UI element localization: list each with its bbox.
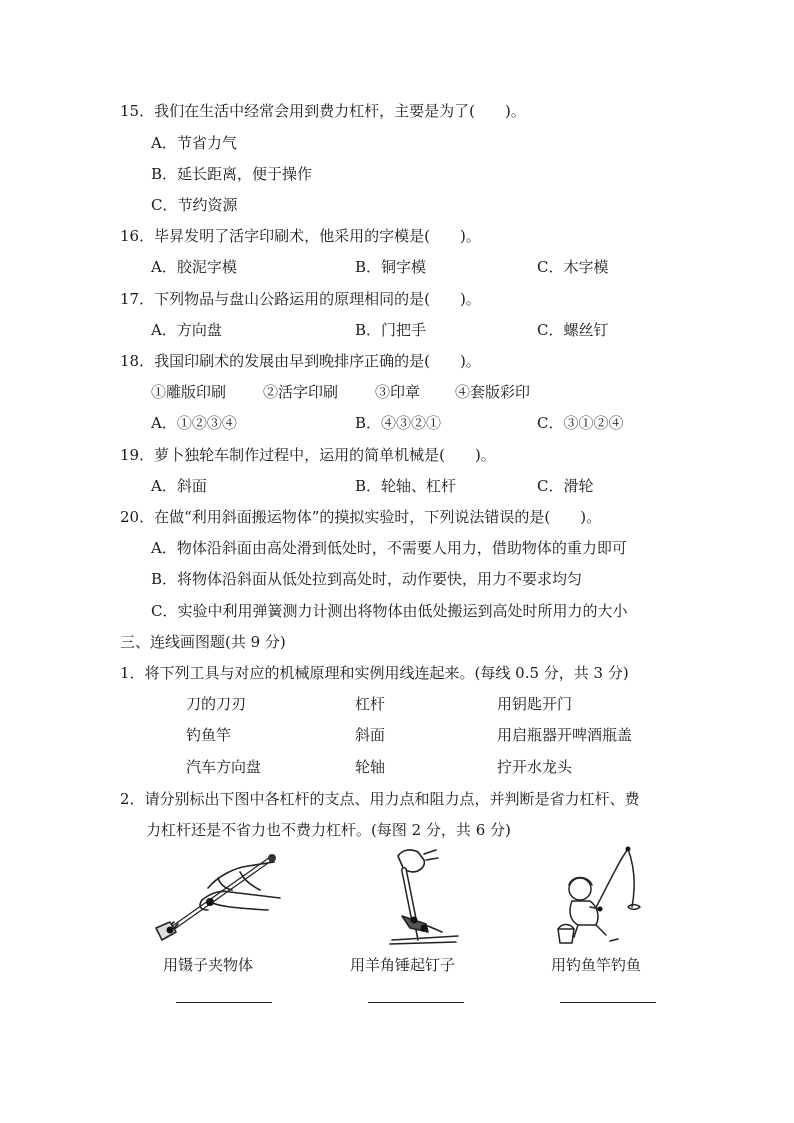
- figure-caption-hammer: 用羊角锤起钉子: [350, 956, 456, 974]
- principle-item[interactable]: 斜面: [355, 726, 386, 744]
- q18-option-a: A．①②③④: [151, 414, 237, 432]
- figure-caption-tweezers: 用镊子夹物体: [163, 956, 254, 974]
- q16-option-a: A．胶泥字模: [151, 258, 237, 276]
- q17-stem: 17．下列物品与盘山公路运用的原理相同的是( )。: [120, 290, 481, 308]
- principle-item[interactable]: 轮轴: [355, 758, 386, 776]
- q20-option-a: A．物体沿斜面由高处滑到低处时，不需要人用力，借助物体的重力即可: [151, 539, 627, 557]
- q17-option-a: A．方向盘: [151, 321, 222, 339]
- tool-item[interactable]: 汽车方向盘: [186, 758, 262, 776]
- q18-option-b: B．④③②①: [355, 414, 442, 432]
- answer-blank-fishing[interactable]: [560, 1001, 656, 1003]
- answer-blank-tweezers[interactable]: [176, 1001, 272, 1003]
- q17-option-c: C．螺丝钉: [537, 321, 609, 339]
- tool-item[interactable]: 钓鱼竿: [186, 726, 232, 744]
- tweezers-illustration[interactable]: [148, 852, 288, 944]
- q15-option-a: A．节省力气: [151, 134, 237, 152]
- example-item[interactable]: 用启瓶器开啤酒瓶盖: [497, 726, 633, 744]
- q18-item-3: ③印章: [375, 383, 421, 401]
- figure-caption-fishing: 用钓鱼竿钓鱼: [551, 956, 642, 974]
- q17-option-b: B．门把手: [355, 321, 427, 339]
- q19-option-a: A．斜面: [151, 477, 207, 495]
- q20-option-c: C．实验中利用弹簧测力计测出将物体由低处搬运到高处时所用力的大小: [151, 602, 628, 620]
- q15-option-b: B．延长距离，便于操作: [151, 165, 313, 183]
- q15-option-c: C．节约资源: [151, 196, 238, 214]
- q18-item-2: ②活字印刷: [263, 383, 339, 401]
- q19-stem: 19．萝卜独轮车制作过程中，运用的简单机械是( )。: [120, 446, 496, 464]
- q15-stem: 15．我们在生活中经常会用到费力杠杆，主要是为了( )。: [120, 102, 526, 120]
- q16-option-c: C．木字模: [537, 258, 609, 276]
- tool-item[interactable]: 刀的刀刃: [186, 695, 247, 713]
- q16-option-b: B．铜字模: [355, 258, 427, 276]
- example-item[interactable]: 用钥匙开门: [497, 695, 573, 713]
- section-3-title: 三、连线画图题(共 9 分): [120, 633, 286, 651]
- q19-option-b: B．轮轴、杠杆: [355, 477, 457, 495]
- s3-q1-stem: 1．将下列工具与对应的机械原理和实例用线连起来。(每线 0.5 分，共 3 分): [120, 664, 629, 682]
- example-item[interactable]: 拧开水龙头: [497, 758, 573, 776]
- q19-option-c: C．滑轮: [537, 477, 594, 495]
- q20-option-b: B．将物体沿斜面从低处拉到高处时，动作要快，用力不要求均匀: [151, 570, 583, 588]
- claw-hammer-illustration[interactable]: [388, 846, 462, 946]
- q18-item-4: ④套版彩印: [455, 383, 531, 401]
- q18-option-c: C．③①②④: [537, 414, 624, 432]
- q18-item-1: ①雕版印刷: [151, 383, 227, 401]
- q18-stem: 18．我国印刷术的发展由早到晚排序正确的是( )。: [120, 352, 481, 370]
- q20-stem: 20．在做“利用斜面搬运物体”的摸拟实验时，下列说法错误的是( )。: [120, 508, 602, 526]
- q16-stem: 16．毕昇发明了活字印刷术，他采用的字模是( )。: [120, 227, 481, 245]
- answer-blank-hammer[interactable]: [368, 1001, 464, 1003]
- s3-q2-stem-line1: 2．请分别标出下图中各杠杆的支点、用力点和阻力点，并判断是省力杠杆、费: [120, 790, 640, 808]
- s3-q2-stem-line2: 力杠杆还是不省力也不费力杠杆。(每图 2 分，共 6 分): [146, 821, 511, 839]
- fishing-rod-illustration[interactable]: [556, 845, 646, 947]
- principle-item[interactable]: 杠杆: [355, 695, 386, 713]
